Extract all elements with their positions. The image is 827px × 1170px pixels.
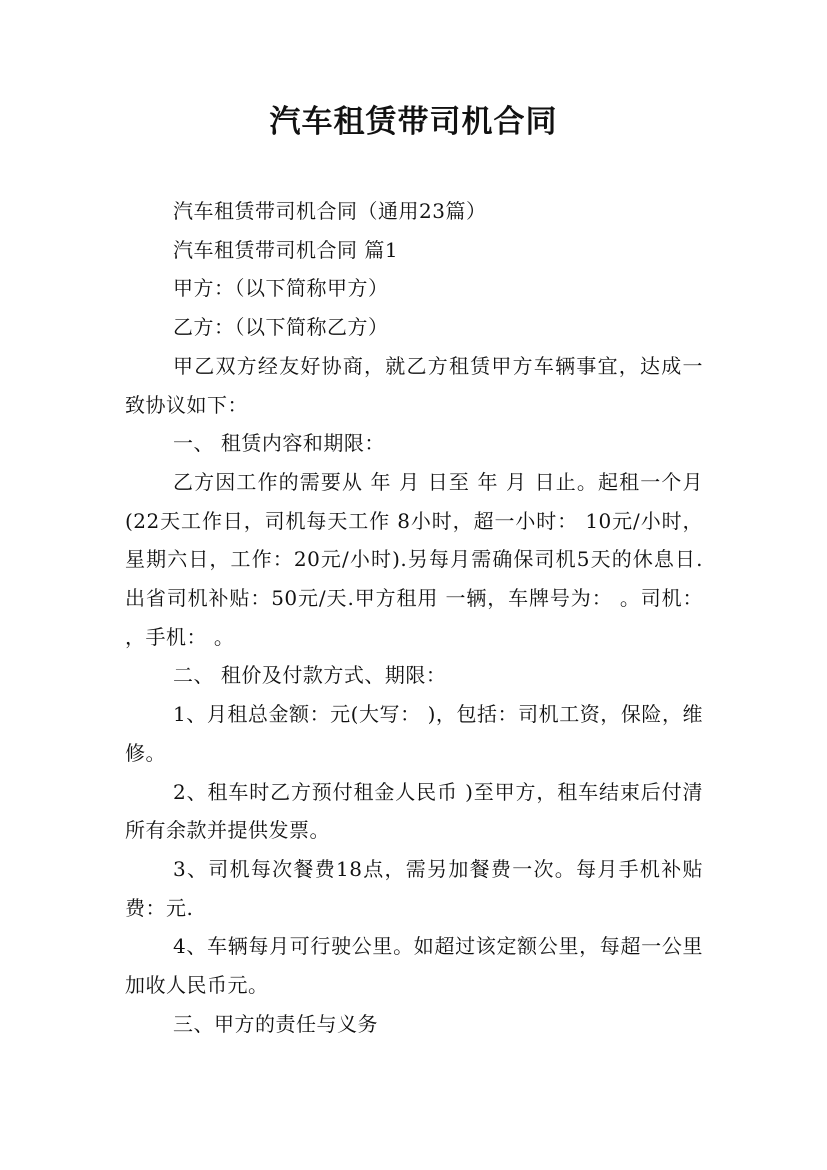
paragraph-item-4: 4、车辆每月可行驶公里。如超过该定额公里，每超一公里加收人民币元。 <box>125 934 703 998</box>
paragraph-item-2: 2、租车时乙方预付租金人民币 )至甲方，租车结束后付清所有余款并提供发票。 <box>125 779 703 843</box>
paragraph-subtitle: 汽车租赁带司机合同（通用23篇） <box>173 199 487 223</box>
paragraph-clause-2-heading: 二、 租价及付款方式、期限： <box>173 663 447 688</box>
paragraph-party-b: 乙方：（以下简称乙方） <box>173 315 389 340</box>
document-title: 汽车租赁带司机合同 <box>269 104 558 140</box>
paragraph-item-1: 1、月租总金额：元(大写： )，包括：司机工资，保险，维修。 <box>125 702 703 765</box>
paragraph-party-a: 甲方：（以下简称甲方） <box>173 276 389 301</box>
paragraph-clause-1-heading: 一、 租赁内容和期限： <box>173 431 385 456</box>
paragraph-clause-3-heading: 三、甲方的责任与义务 <box>173 1011 378 1036</box>
paragraph-section-heading: 汽车租赁带司机合同 篇1 <box>173 237 399 262</box>
paragraph-item-3: 3、司机每次餐费18点，需另加餐费一次。每月手机补贴费：元. <box>125 856 703 920</box>
paragraph-agreement-intro: 甲乙双方经友好协商，就乙方租赁甲方车辆事宜，达成一致协议如下： <box>125 353 703 417</box>
document-body <box>125 192 703 1043</box>
paragraph-clause-1-body: 乙方因工作的需要从 年 月 日至 年 月 日止。起租一个月(22天工作日，司机每天工作 8小时，超一小时： 10元/小时，星期六日，工作：20元/小时).另每月需确保司机5天的休息日.出省司机补贴：50元/天.甲方租用 一辆，车牌号为： 。司机： ，手机： 。 <box>125 469 703 649</box>
